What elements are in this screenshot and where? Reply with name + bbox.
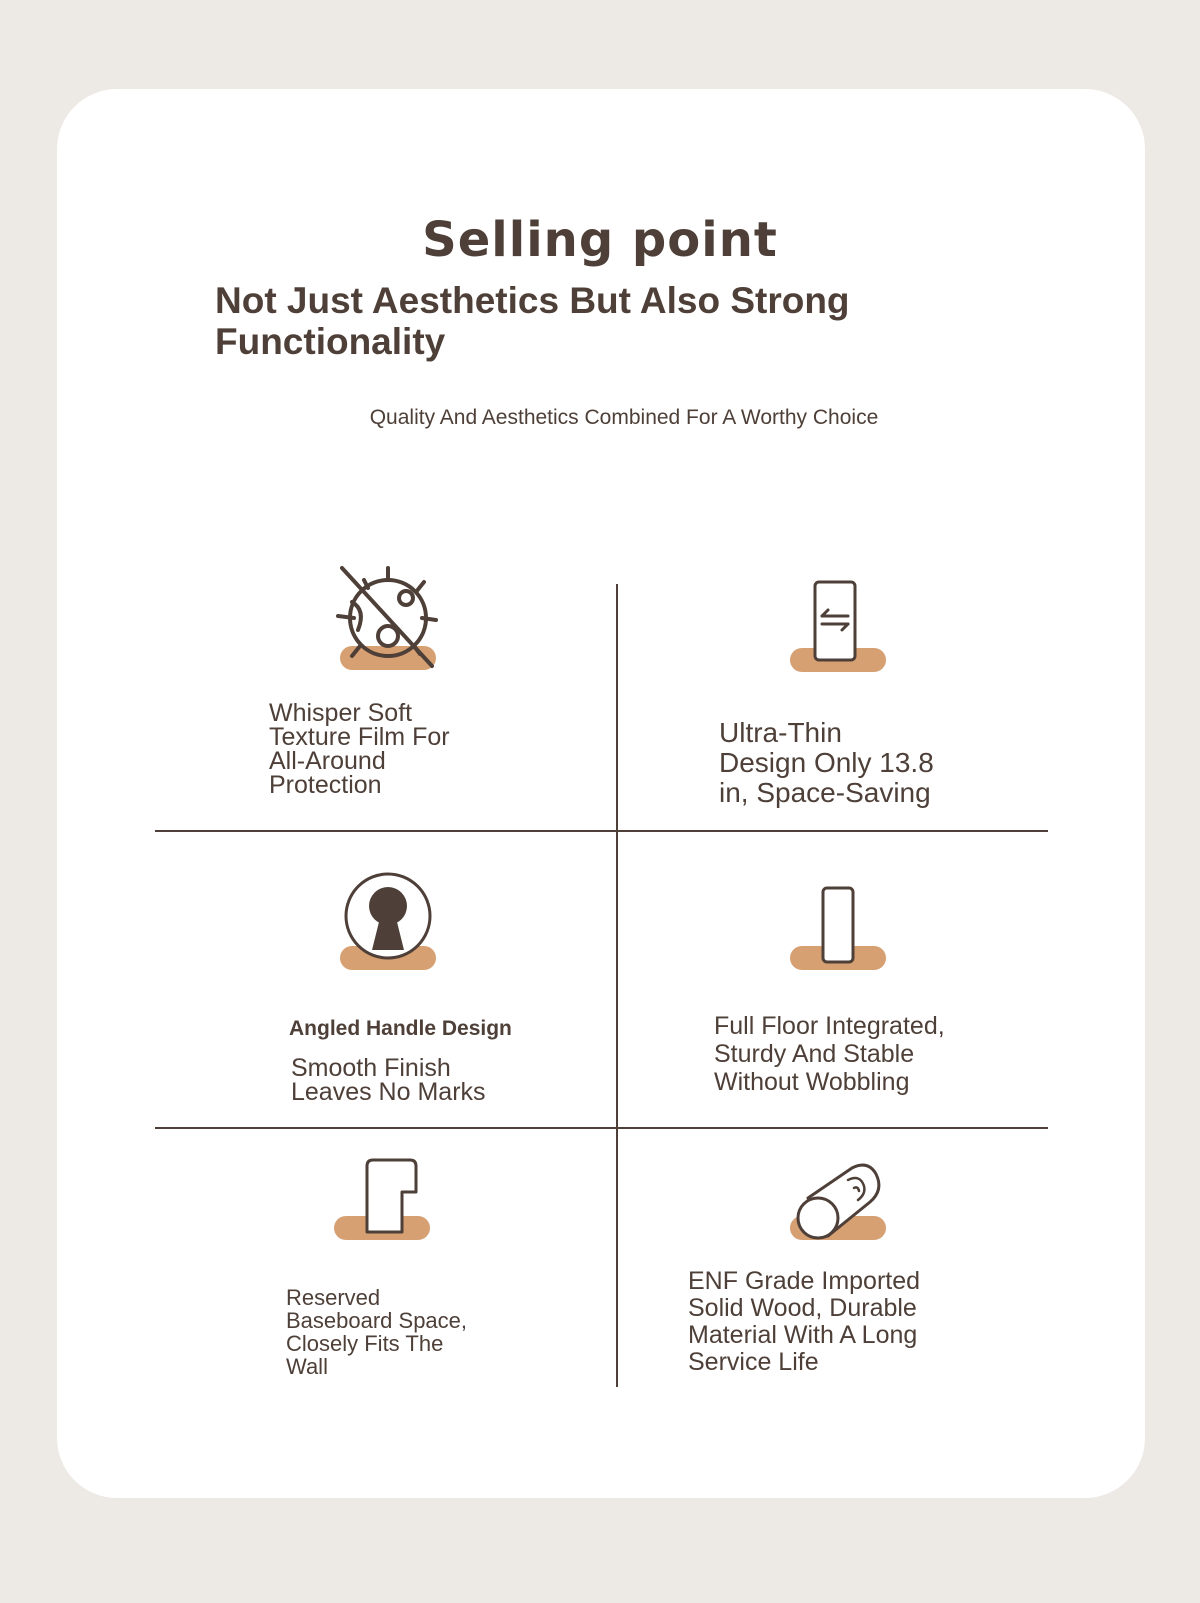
tagline: Quality And Aesthetics Combined For A Worthy Choice (369, 406, 879, 429)
baseboard-space-icon (332, 1158, 432, 1240)
anti-bacteria-icon (332, 562, 444, 674)
feature-text: Full Floor Integrated, Sturdy And Stable Without Wobbling (714, 1012, 945, 1096)
grid-vertical-divider (616, 584, 618, 1387)
feature-text: ENF Grade Imported Solid Wood, Durable Material With A Long Service Life (688, 1267, 921, 1376)
feature-text: Whisper Soft Texture Film For All-Around Protection (269, 699, 450, 799)
grid-horizontal-divider (155, 1127, 1048, 1129)
ultra-thin-icon (788, 580, 888, 676)
keyhole-handle-icon (338, 872, 438, 972)
grid-horizontal-divider (155, 830, 1048, 832)
feature-text: Reserved Baseboard Space, Closely Fits The Wall (286, 1285, 468, 1379)
full-floor-cabinet-icon (788, 886, 888, 972)
feature-text: Smooth Finish Leaves No Marks (291, 1054, 486, 1106)
solid-wood-log-icon (788, 1162, 888, 1246)
feature-text: Ultra-Thin Design Only 13.8 in, Space-Saving (719, 717, 934, 808)
feature-heading: Angled Handle Design (289, 1017, 512, 1040)
page-subtitle: Not Just Aesthetics But Also Strong Functionality (215, 280, 850, 362)
page-title: Selling point (422, 212, 778, 268)
